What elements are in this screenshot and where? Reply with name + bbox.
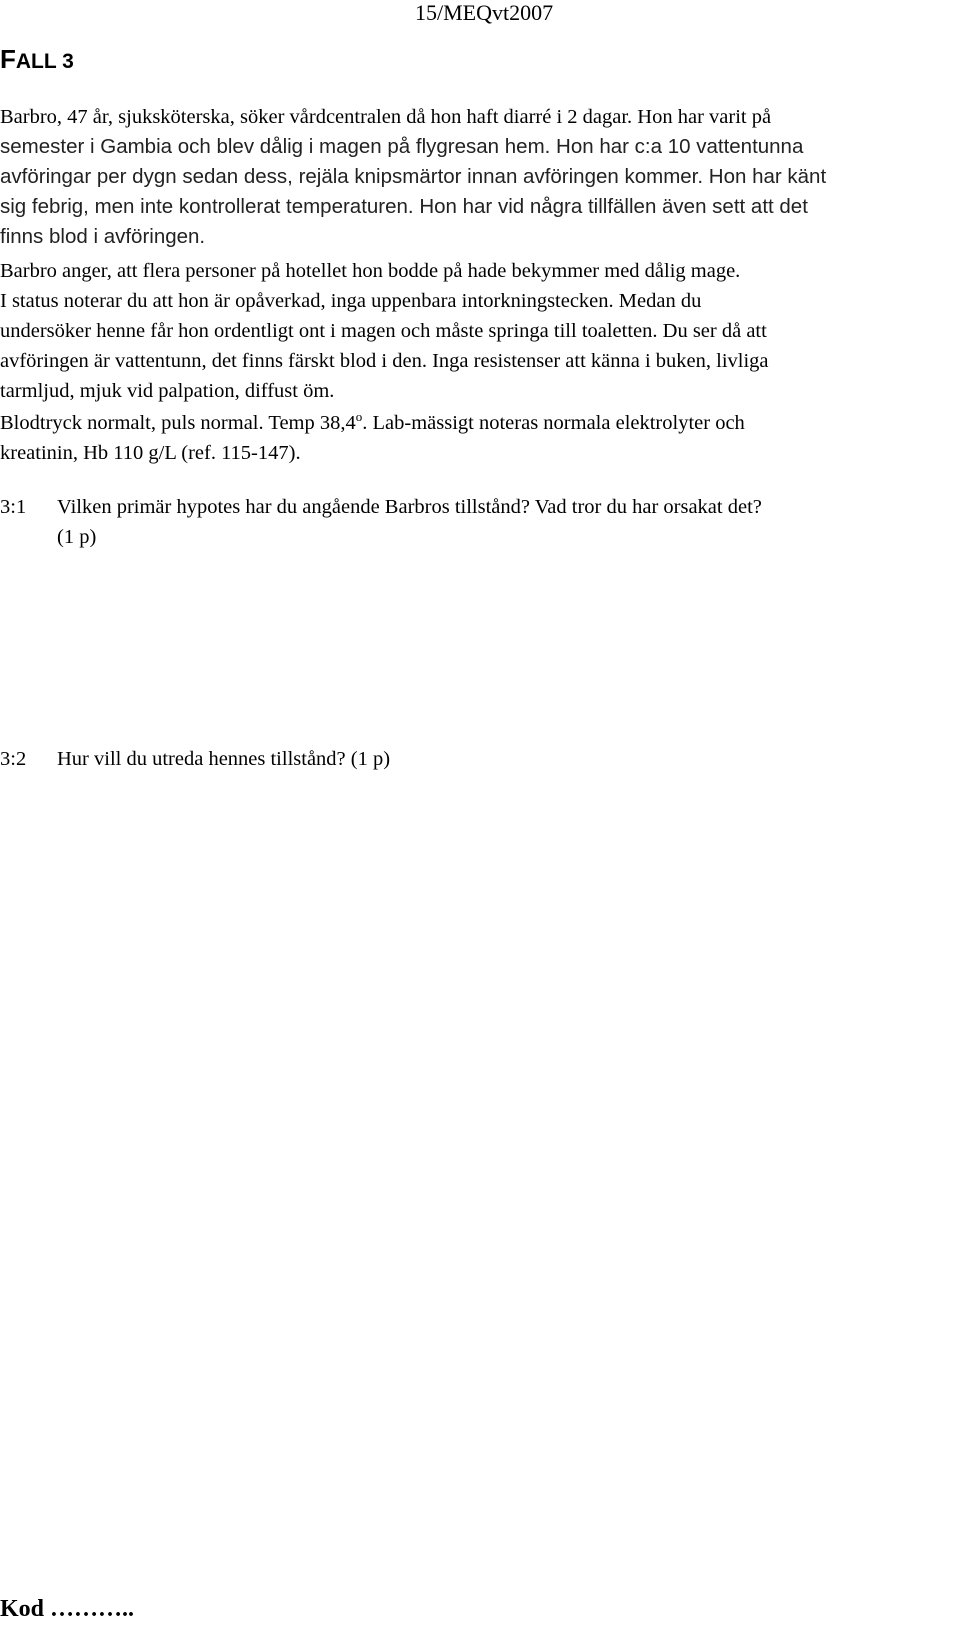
- answer-area-3-1[interactable]: [0, 560, 950, 740]
- question-text: [57, 744, 950, 774]
- question-line: Hur vill du utreda hennes tillstånd? (1 p): [57, 748, 391, 770]
- paragraph-line: [0, 408, 950, 438]
- question-line: Vilken primär hypotes har du angående Barbros tillstånd? Vad tror du har orsakat det?: [57, 496, 762, 518]
- paragraph-line: undersöker henne får hon ordentligt ont i magen och måste springa till toaletten. Du ser då att: [0, 320, 767, 342]
- case-title: [0, 42, 74, 79]
- case-description-paragraph: [0, 102, 950, 252]
- paragraph-line: semester i Gambia och blev dålig i magen på flygresan hem. Hon har c:a 10 vattentunna: [0, 135, 804, 158]
- paragraph-line: kreatinin, Hb 110 g/L (ref. 115-147).: [0, 442, 301, 464]
- question-points: (1 p): [57, 526, 97, 548]
- vitals-lab-paragraph: [0, 408, 950, 468]
- question-number: 3:1: [0, 496, 27, 518]
- question-text: [57, 492, 950, 552]
- lab-text: . Lab-mässigt noteras normala elektrolyter och: [362, 412, 745, 434]
- code-label: Kod ………..: [0, 1596, 135, 1622]
- exam-code: 15/MEQvt2007: [415, 0, 554, 25]
- question-number: 3:2: [0, 748, 27, 770]
- paragraph-line: I status noterar du att hon är opåverkad, inga uppenbara intorkningstecken. Medan du: [0, 290, 702, 312]
- paragraph-line: tarmljud, mjuk vid palpation, diffust öm.: [0, 380, 335, 402]
- status-paragraph: [0, 256, 950, 406]
- question-3-1: [0, 492, 950, 552]
- question-3-2: [0, 744, 950, 774]
- paragraph-line: avföringar per dygn sedan dess, rejäla knipsmärtor innan avföringen kommer. Hon har känt: [0, 165, 827, 188]
- case-title-initial: F: [0, 44, 16, 74]
- paragraph-line: sig febrig, men inte kontrollerat temperaturen. Hon har vid några tillfällen även sett att det: [0, 195, 808, 218]
- vitals-text: Blodtryck normalt, puls normal. Temp 38,4: [0, 412, 356, 434]
- paragraph-line: Barbro anger, att flera personer på hotellet hon bodde på hade bekymmer med dålig mage.: [0, 260, 741, 282]
- paragraph-line: Barbro, 47 år, sjuksköterska, söker vårdcentralen då hon haft diarré i 2 dagar. Hon har varit på: [0, 106, 772, 128]
- degree-superscript: o: [355, 409, 363, 425]
- paragraph-line: finns blod i avföringen.: [0, 225, 206, 248]
- answer-area-3-2[interactable]: [0, 782, 950, 1582]
- paragraph-line: avföringen är vattentunn, det finns färskt blod i den. Inga resistenser att känna i buken, livliga: [0, 350, 769, 372]
- case-title-rest: ALL 3: [15, 50, 74, 73]
